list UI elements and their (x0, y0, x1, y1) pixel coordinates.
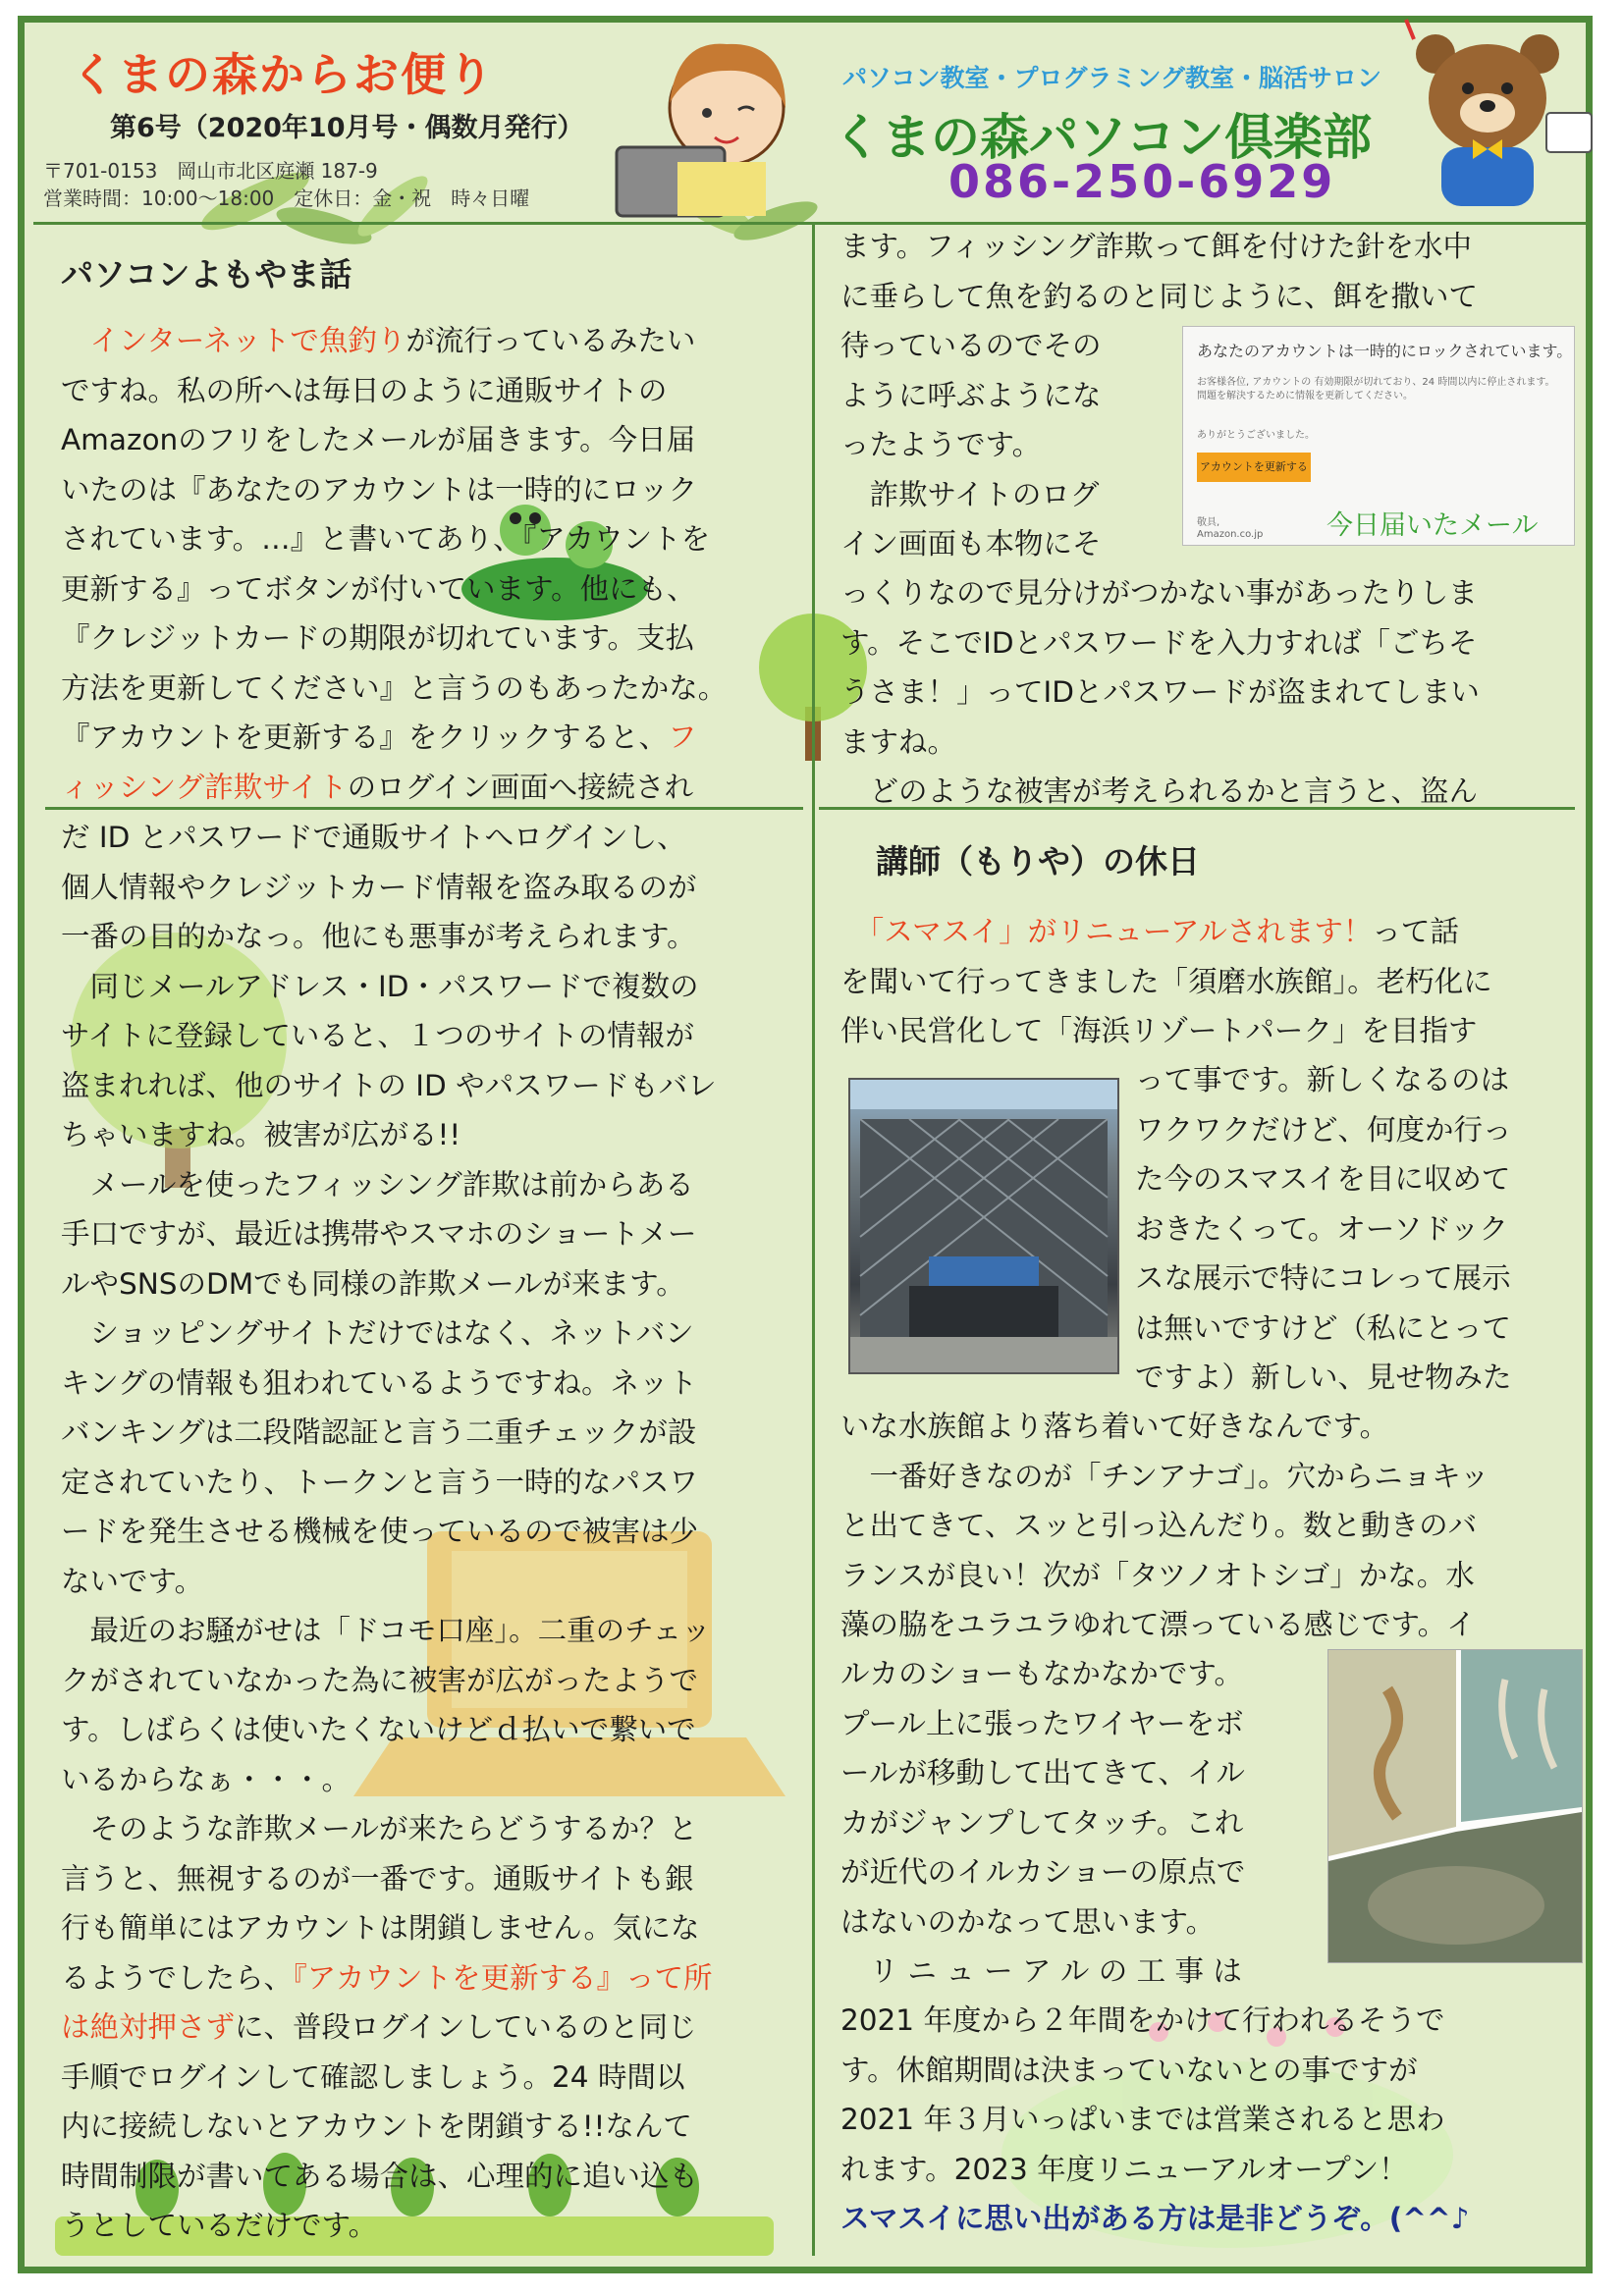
text-line: 定されていたり、トークンと言う一時的なパスワ (61, 1465, 699, 1499)
text-line: 待っているのでその (840, 329, 1102, 362)
text-line: 「スマスイ」がリニューアルされます！って話 (869, 915, 1459, 948)
text-line: 2021 年３月いっぱいまでは営業されると思わ (840, 2103, 1445, 2136)
article2-heading: 講師（もりや）の休日 (876, 842, 1200, 881)
text-line: 藻の脇をユラユラゆれて漂っている感じです。イ (840, 1608, 1476, 1641)
text-line: は無いですけど（私にとって (1135, 1310, 1511, 1345)
text-line: 詐欺サイトのログ (840, 477, 1100, 511)
article1-heading: パソコンよもやま話 (61, 255, 352, 294)
text-line: インターネットで魚釣りが流行っているみたい (89, 324, 696, 357)
text-line: は絶対押さずに、普段ログインしているのと同じ (61, 2010, 697, 2044)
article1-col2-bottom (840, 568, 1571, 817)
building-illustration (850, 1080, 1117, 1372)
text-line: が近代のイルカショーの原点で (840, 1855, 1246, 1889)
text-line: いな水族館より落ち着いて好きなんです。 (840, 1410, 1389, 1443)
text-line: いるからなぁ・・・。 (61, 1762, 352, 1796)
email-caption: 今日届いたメール (1326, 510, 1539, 541)
text-line: されています。…』と書いてあり、『アカウントを (61, 522, 711, 556)
text-line: イン画面も本物にそ (840, 527, 1102, 561)
club-name: くまの森パソコン倶楽部 (833, 109, 1372, 166)
text-line: いたのは『あなたのアカウントは一時的にロック (61, 472, 698, 507)
article2-lead (840, 907, 1571, 1056)
bear-mascot-icon (1406, 20, 1592, 206)
article1-col1-bottom (61, 813, 787, 2251)
text-line: す。休館期間は決まっていないとの事ですが (840, 2053, 1418, 2087)
text-line: 言うと、無視するのが一番です。通販サイトも銀 (61, 1861, 694, 1896)
text-line: 個人情報やクレジットカード情報を盗み取るのが (61, 870, 697, 904)
text-line: 最近のお騒がせは「ドコモ口座」。二重のチェッ (61, 1614, 711, 1647)
text-line: メールを使ったフィッシング詐欺は前からある (61, 1167, 694, 1201)
text-line: す。そこでIDとパスワードを入力すれば「ごちそ (840, 625, 1478, 660)
text-line: キングの情報も狙われているようですね。ネット (61, 1365, 698, 1400)
sea-creatures-illustration (1328, 1650, 1582, 1962)
article2-mid (840, 1402, 1571, 1650)
text-line: ワクワクだけど、何度か行っ (1135, 1112, 1512, 1147)
email-title: あなたのアカウントは一時的にロックされています。 (1197, 342, 1573, 360)
email-thanks: ありがとうございました。 (1197, 430, 1315, 441)
text-line: 『クレジットカードの期限が切れています。支払 (61, 621, 695, 655)
text-line: クがされていなかった為に被害が広がったようで (61, 1663, 699, 1697)
text-line: ィッシング詐欺サイトのログイン画面へ接続され (61, 770, 694, 804)
text-line: バンキングは二段階認証と言う二重チェックが設 (61, 1415, 697, 1449)
text-line: れます。2023 年度リニューアルオープン！ (840, 2152, 1408, 2186)
text-line: だ ID とパスワードで通販サイトへログインし、 (61, 821, 686, 854)
text-line: どのような被害が考えられるかと言うと、盗ん (840, 774, 1479, 808)
text-line: 更新する』ってボタンが付いています。他にも、 (61, 571, 696, 606)
closing-line: スマスイに思い出がある方は是非どうぞ。(^^♪ (840, 2202, 1470, 2235)
text-line: るようでしたら、『アカウントを更新する』って所 (61, 1960, 713, 1995)
text-line: Amazonのフリをしたメールが届きます。今日届 (61, 423, 696, 456)
tagline: パソコン教室・プログラミング教室・脳活サロン (842, 64, 1382, 92)
text-line: ないです。 (61, 1564, 204, 1598)
article1-col2-top (840, 222, 1571, 321)
aquarium-building-photo (848, 1078, 1119, 1374)
text-line: ショッピングサイトだけではなく、ネットバン (61, 1316, 694, 1350)
text-line: ールが移動して出てきて、イル (840, 1756, 1245, 1789)
text-line: ルカのショーもなかなかです。 (840, 1657, 1244, 1690)
email-footer: 敬具, (1197, 517, 1220, 528)
text-line: 一番の目的かなっ。他にも悪事が考えられます。 (61, 920, 696, 953)
text-line: はないのかなって思います。 (840, 1904, 1216, 1939)
newsletter-title: くまの森からお便り (71, 48, 495, 101)
text-line: 内に接続しないとアカウントを閉鎖する!!なんて (61, 2109, 692, 2143)
text-line: ますね。 (840, 724, 957, 759)
text-line: 一番好きなのが「チンアナゴ」。穴からニョキッ (840, 1459, 1489, 1493)
update-account-button: アカウントを更新する (1197, 453, 1311, 482)
article2-bottom (840, 1996, 1571, 2244)
text-line: ードを発生させる機械を使っているので被害は少 (61, 1515, 699, 1548)
text-line: って事です。新しくなるのは (1135, 1063, 1510, 1096)
text-line: 2021 年度から２年間をかけて行われるそうで (840, 2003, 1445, 2037)
text-line: 同じメールアドレス・ID・パスワードで複数の (61, 969, 699, 1003)
article2-narrow (1135, 1055, 1573, 1403)
text-line: 行も簡単にはアカウントは閉鎖しません。気にな (61, 1911, 700, 1945)
text-line: ランスが良い！次が「タツノオトシゴ」かな。水 (840, 1558, 1475, 1592)
article2-narrow2 (840, 1649, 1312, 1997)
text-line: リ ニ ュ ー ア ル の 工 事 は (840, 1954, 1242, 1988)
text-line: スな展示で特にコレって展示 (1135, 1261, 1511, 1295)
text-line: た今のスマスイを目に収めて (1135, 1162, 1511, 1196)
text-line: プール上に張ったワイヤーをボ (840, 1706, 1244, 1740)
text-line: 手口ですが、最近は携帯やスマホのショートメー (61, 1217, 697, 1251)
text-line: す。しばらくは使いたくないけどｄ払いで繋いで (61, 1713, 696, 1746)
text-line: と出てきて、スッと引っ込んだり。数と動きのバ (840, 1509, 1478, 1542)
email-footer-brand: Amazon.co.jp (1197, 529, 1264, 540)
text-line: カがジャンプしてタッチ。これ (840, 1805, 1244, 1840)
address: 〒701-0153 岡山市北区庭瀬 187-9 (43, 159, 378, 183)
text-line: そのような詐欺メールが来たらどうするか？と (61, 1812, 698, 1845)
text-line: 手順でログインして確認しましょう。24 時間以 (61, 2059, 685, 2094)
article1-col2-narrow (840, 321, 1168, 569)
girl-laptop-icon (617, 44, 785, 216)
text-line: ます。フィッシング詐欺って餌を付けた針を水中 (840, 230, 1472, 263)
text-line: 時間制限が書いてある場合は、心理的に追い込も (61, 2159, 699, 2193)
text-line: に垂らして魚を釣るのと同じように、餌を撒いて (840, 279, 1479, 313)
text-line: 方法を更新してください』と言うのもあったかな。 (61, 670, 728, 705)
email-body: お客様各位, アカウントの 有効期限が切れており、24 時間以内に停止されます。問題を解決するために情報を更新してください。 (1197, 377, 1555, 401)
text-line: ルやSNSのDMでも同様の詐欺メールが来ます。 (61, 1266, 685, 1301)
text-line: ですよ）新しい、見せ物みた (1135, 1361, 1512, 1394)
email-screenshot (1182, 326, 1575, 546)
column-divider (812, 222, 815, 2256)
text-line: 『アカウントを更新する』をクリックすると、フ (61, 721, 697, 754)
text-line: うさま！」ってIDとパスワードが盗まれてしまい (840, 675, 1480, 709)
text-line: を聞いて行ってきました「須磨水族館」。老朽化に (840, 964, 1492, 998)
business-hours: 営業時間：10:00～18:00 定休日：金・祝 時々日曜 (43, 187, 530, 210)
issue-number: 第6号（2020年10月号・偶数月発行） (110, 113, 584, 143)
text-line: ですね。私の所へは毎日のように通販サイトの (61, 373, 668, 407)
article1-col1-top (61, 316, 787, 812)
text-line: ちゃいますね。被害が広がる!! (61, 1118, 461, 1151)
text-line: ように呼ぶようにな (840, 378, 1102, 412)
text-line: おきたくって。オーソドック (1135, 1211, 1508, 1246)
text-line: うとしているだけです。 (61, 2209, 378, 2242)
text-line: ったようです。 (840, 428, 1042, 461)
text-line: 伴い民営化して「海浜リゾートパーク」を目指す (840, 1014, 1478, 1047)
text-line: サイトに登録していると、１つのサイトの情報が (61, 1019, 694, 1052)
text-line: 盗まれれば、他のサイトの ID やパスワードもバレ (61, 1068, 717, 1102)
phone-number: 086-250-6929 (948, 155, 1336, 208)
text-line: っくりなので見分けがつかない事があったりしま (840, 576, 1478, 610)
sea-creatures-photo (1327, 1649, 1583, 1963)
